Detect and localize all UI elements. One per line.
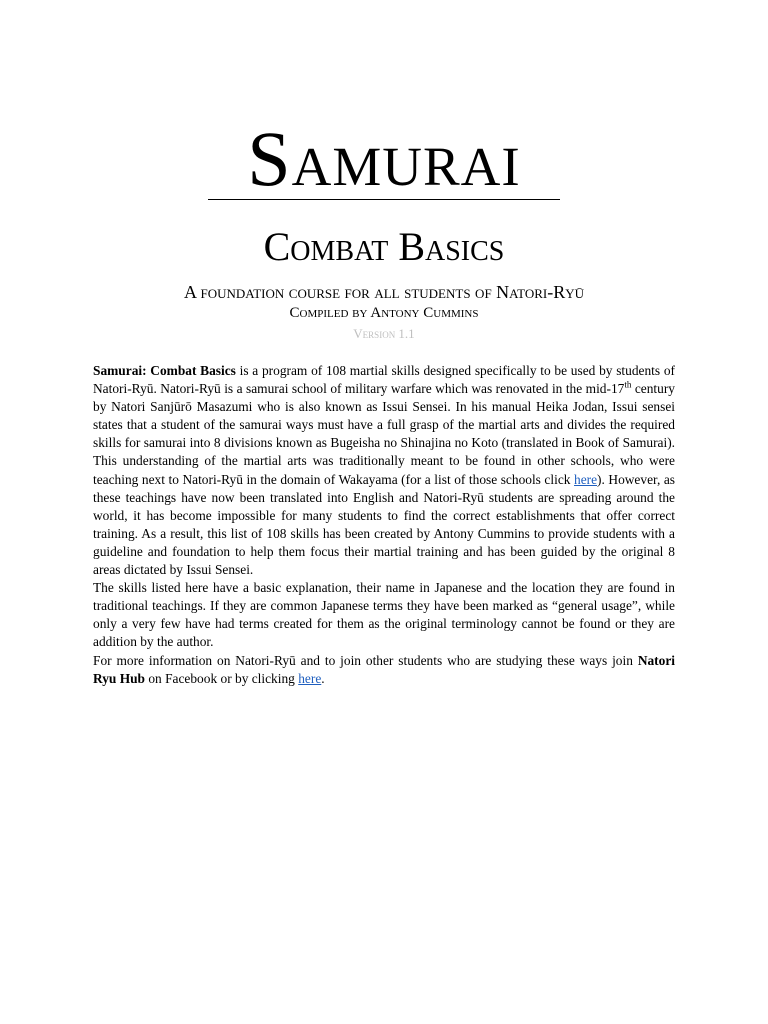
skills-paragraph: The skills listed here have a basic explanation, their name in Japanese and the location they are found in traditional teachings. If they are common Japanese terms they have been marked as “general usage”, while only a very few have had terms created for them as the original terminology cannot be found or they are addition by the author. [93,580,675,650]
more-info-paragraph [93,652,675,688]
version-label: Version 1.1 [353,326,415,341]
document-title: Samurai [247,115,521,202]
title-underline [208,199,560,200]
intro-text-part-1: is a program of 108 martial skills designed specifically to be used by students of Natori-Ryū. Natori-Ryū is a samurai school of military warfare which was renovated in the mid-17 [93,363,676,397]
natori-hub-link[interactable]: here [298,670,322,686]
superscript-th: th [624,379,632,390]
intro-text-part-3: ). However, as these teachings have now been translated into English and Natori-Ryū students are spreading around the world, it has become impossible for many students to find the correct establishments that offer correct training. As a result, this list of 108 skills has been created by Antony Cummins to provide students with a guideline and foundation to help them focus their martial training and has been guided by the original 8 areas dictated by Issui Sensei. [93,471,675,578]
more-info-text-part-1: For more information on Natori-Ryū and to join other students who are studying these ways join [93,652,638,668]
compiler-credit: Compiled by Antony Cummins [289,305,479,321]
program-title-bold: Samurai: Combat Basics [93,363,236,378]
intro-text-part-2: century by Natori Sanjūrō Masazumi who is also known as Issui Sensei. In his manual Heika Jodan, Issui sensei states that a student of the samurai ways must have a full grasp of the martial arts and divides the required skills for samurai into 8 divisions known as Bugeisha no Shinajina no Koto (translated in Book of Samurai). This understanding of the martial arts was traditionally meant to be found in other schools, who were teaching next to Natori-Ryū in the domain of Wakayama (for a list of those schools click [93,381,676,487]
more-info-text-part-3: . [321,670,325,686]
schools-list-link[interactable]: here [574,471,598,487]
document-tagline: A foundation course for all students of Natori-Ryū [183,282,584,302]
more-info-text-part-2: on Facebook or by clicking [145,670,299,686]
intro-paragraph [93,362,675,579]
body-text [93,362,675,688]
natori-ryu-hub-bold: Natori Ryu Hub [93,652,675,686]
document-subtitle: Combat Basics [263,224,505,269]
